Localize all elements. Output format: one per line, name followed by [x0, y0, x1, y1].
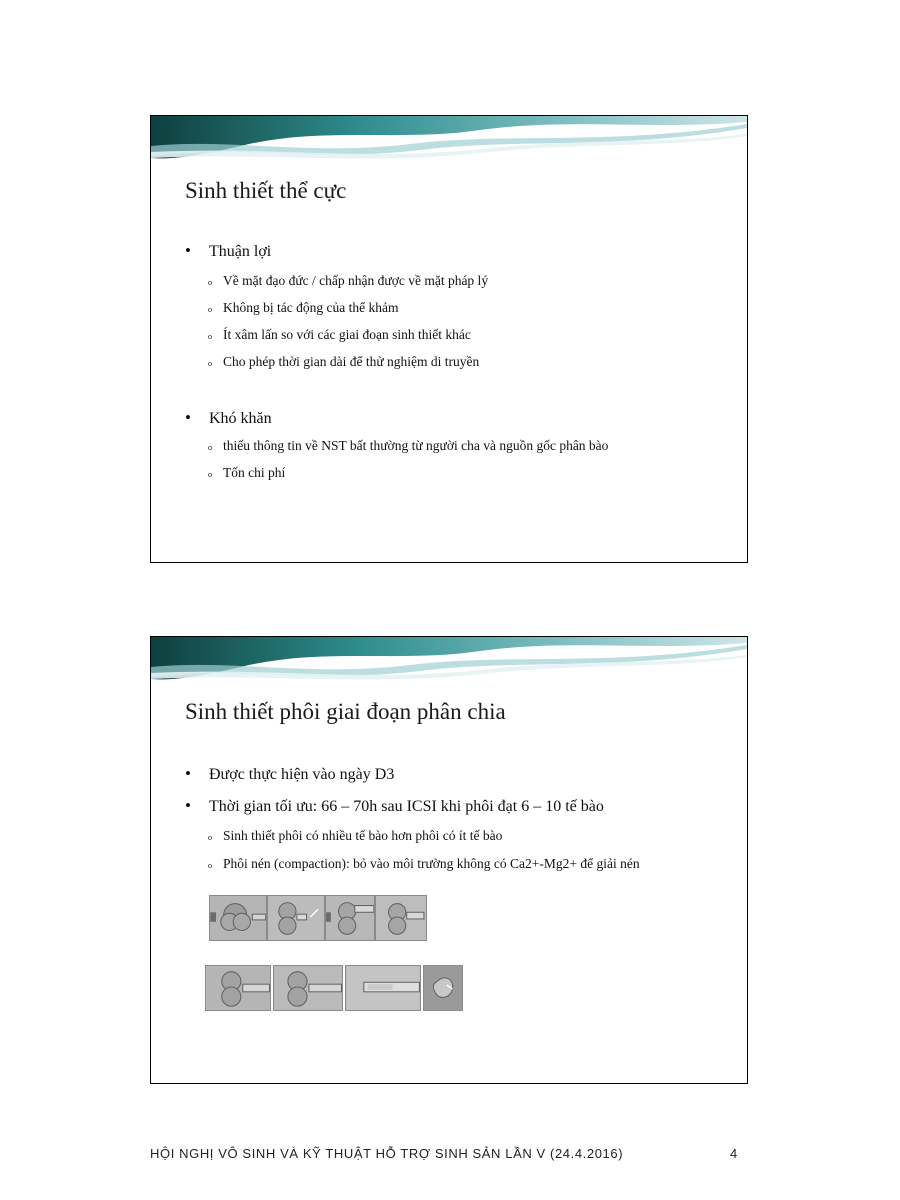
footer-conference-title: HỘI NGHỊ VÔ SINH VÀ KỸ THUẬT HỖ TRỢ SINH SẢN LẦN V (24.4.2016)	[150, 1146, 624, 1161]
slide-content	[185, 765, 727, 873]
slide-content	[185, 242, 727, 482]
slide-header-wave	[151, 637, 747, 685]
micrograph-image	[273, 965, 343, 1011]
slide-title: Sinh thiết phôi giai đoạn phân chia	[185, 699, 506, 724]
micrograph-image	[423, 965, 463, 1011]
list-item: o Cho phép thời gian dài để thử nghiệm di truyền	[185, 353, 727, 371]
bullet-advantages: • Thuận lợi	[185, 242, 727, 262]
slide-cleavage-stage-biopsy	[150, 636, 748, 1084]
list-item: o Không bị tác động của thể khảm	[185, 299, 727, 317]
slide-title: Sinh thiết thể cực	[185, 178, 347, 203]
list-item: o thiếu thông tin về NST bất thường từ người cha và nguồn gốc phân bào	[185, 437, 727, 455]
micrograph-image	[325, 895, 375, 941]
list-item: o Phôi nén (compaction): bỏ vào môi trường không có Ca2+-Mg2+ để giải nén	[185, 855, 727, 873]
list-item: o Sinh thiết phôi có nhiều tế bào hơn phôi có ít tế bào	[185, 827, 727, 845]
list-item: o Tốn chi phí	[185, 464, 727, 482]
bullet-day: • Được thực hiện vào ngày D3	[185, 765, 727, 785]
list-item: o Ít xâm lấn so với các giai đoạn sinh thiết khác	[185, 326, 727, 344]
micrograph-image	[209, 895, 267, 941]
bullet-timing: • Thời gian tối ưu: 66 – 70h sau ICSI khi phôi đạt 6 – 10 tế bào	[185, 797, 727, 817]
slide-polar-body-biopsy	[150, 115, 748, 563]
micrograph-image	[205, 965, 271, 1011]
micrograph-image	[345, 965, 421, 1011]
slide-header-wave	[151, 116, 747, 164]
bullet-difficulties: • Khó khăn	[185, 409, 727, 429]
page-number: 4	[730, 1146, 738, 1161]
list-item: o Về mặt đạo đức / chấp nhận được về mặt pháp lý	[185, 272, 727, 290]
micrograph-image	[375, 895, 427, 941]
micrograph-image	[267, 895, 325, 941]
